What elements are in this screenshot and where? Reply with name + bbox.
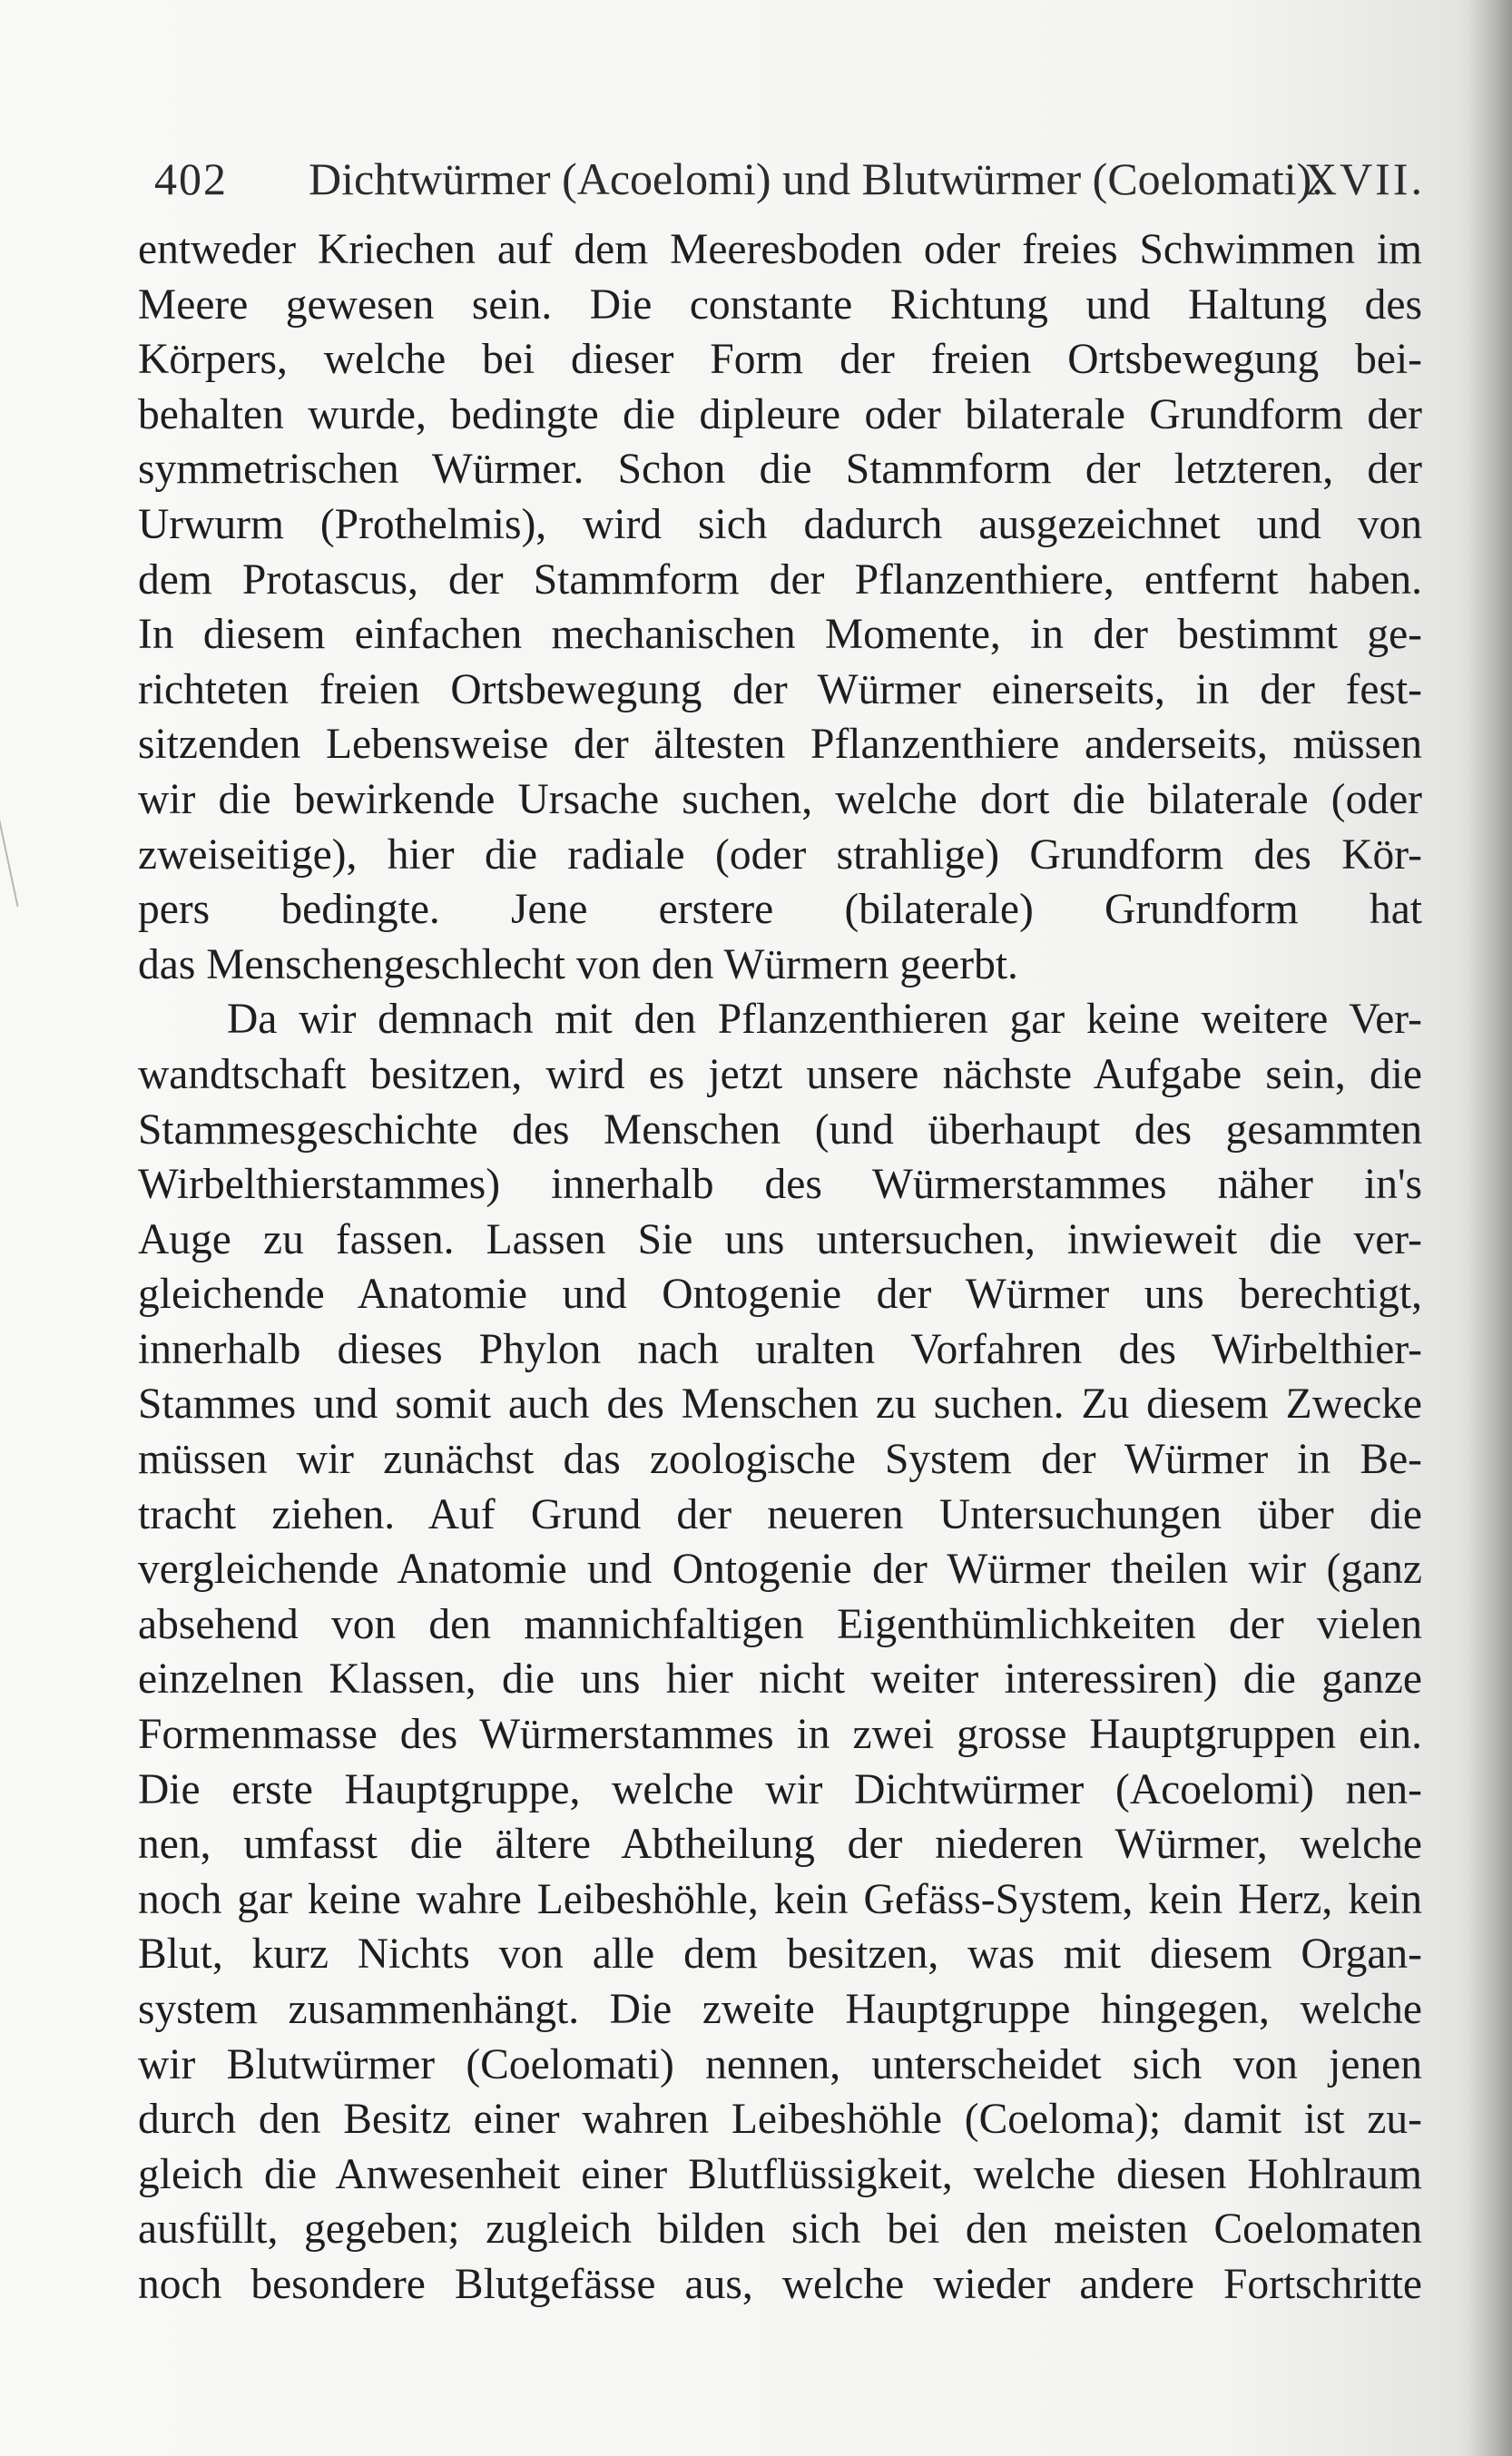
- text-line: system zusammenhängt. Die zweite Hauptgruppe hingegen, welche: [138, 1986, 1422, 2033]
- page-edge-shadow: [1468, 0, 1512, 2456]
- text-line: symmetrischen Würmer. Schon die Stammform der letzteren, der: [138, 446, 1422, 494]
- text-line: Körpers, welche bei dieser Form der freien Ortsbewegung bei-: [138, 336, 1422, 384]
- text-line: gleich die Anwesenheit einer Blutflüssigkeit, welche diesen Hohlraum: [138, 2150, 1422, 2198]
- text-line: dem Protascus, der Stammform der Pflanzenthiere, entfernt haben.: [138, 555, 1422, 604]
- text-line: noch besondere Blutgefässe aus, welche wieder andere Fortschritte: [138, 2260, 1422, 2308]
- text-line: wir Blutwürmer (Coelomati) nennen, unterscheidet sich von jenen: [138, 2040, 1422, 2088]
- text-line: pers bedingte. Jene erstere (bilaterale) Grundform hat: [138, 886, 1422, 934]
- text-line: Da wir demnach mit den Pflanzenthieren gar keine weitere Ver-: [227, 996, 1422, 1044]
- text-line: behalten wurde, bedingte die dipleure oder bilaterale Grundform der: [138, 390, 1422, 438]
- text-line: sitzenden Lebensweise der ältesten Pflanzenthiere anderseits, müssen: [138, 721, 1422, 769]
- text-line: In diesem einfachen mechanischen Momente, in der bestimmt ge-: [138, 611, 1422, 659]
- body-text: [138, 222, 1422, 2313]
- page-number: 402: [154, 153, 228, 204]
- text-line: entweder Kriechen auf dem Meeresboden oder freies Schwimmen im: [138, 226, 1422, 273]
- text-line: wir die bewirkende Ursache suchen, welche dort die bilaterale (oder: [138, 775, 1422, 823]
- text-line: Stammes und somit auch des Menschen zu suchen. Zu diesem Zwecke: [138, 1380, 1422, 1429]
- text-line: Auge zu fassen. Lassen Sie uns untersuchen, inwieweit die ver-: [138, 1215, 1422, 1263]
- running-title: Dichtwürmer (Acoelomi) und Blutwürmer (Coelomati).: [309, 153, 1323, 204]
- text-line: Die erste Hauptgruppe, welche wir Dichtwürmer (Acoelomi) nen-: [138, 1765, 1422, 1813]
- text-line: das Menschengeschlecht von den Würmern geerbt.: [138, 940, 1018, 988]
- text-line: Formenmasse des Würmerstammes in zwei grosse Hauptgruppen ein.: [138, 1711, 1422, 1759]
- page-header: [154, 136, 1425, 209]
- text-line: einzelnen Klassen, die uns hier nicht weiter interessiren) die ganze: [138, 1655, 1422, 1704]
- text-line: ausfüllt, gegeben; zugleich bilden sich bei den meisten Coelomaten: [138, 2205, 1422, 2254]
- scan-margin-mark: [0, 800, 18, 907]
- text-line: Blut, kurz Nichts von alle dem besitzen, was mit diesem Organ-: [138, 1930, 1422, 1979]
- text-line: durch den Besitz einer wahren Leibeshöhle (Coeloma); damit ist zu-: [138, 2096, 1422, 2144]
- text-line: richteten freien Ortsbewegung der Würmer einerseits, in der fest-: [138, 665, 1422, 713]
- text-line: innerhalb dieses Phylon nach uralten Vorfahren des Wirbelthier-: [138, 1325, 1422, 1373]
- chapter-number: XVII.: [1303, 153, 1425, 204]
- text-line: müssen wir zunächst das zoologische System der Würmer in Be-: [138, 1436, 1422, 1484]
- text-line: vergleichende Anatomie und Ontogenie der Würmer theilen wir (ganz: [138, 1546, 1422, 1594]
- text-line: Stammesgeschichte des Menschen (und überhaupt des gesammten: [138, 1105, 1422, 1154]
- text-line: gleichende Anatomie und Ontogenie der Würmer uns berechtigt,: [138, 1271, 1422, 1319]
- text-line: tracht ziehen. Auf Grund der neueren Untersuchungen über die: [138, 1490, 1422, 1538]
- text-line: noch gar keine wahre Leibeshöhle, kein Gefäss-System, kein Herz, kein: [138, 1875, 1422, 1923]
- text-line: Wirbelthierstammes) innerhalb des Würmerstammes näher in's: [138, 1161, 1422, 1209]
- text-line: Urwurm (Prothelmis), wird sich dadurch ausgezeichnet und von: [138, 500, 1422, 548]
- text-line: nen, umfasst die ältere Abtheilung der niederen Würmer, welche: [138, 1821, 1422, 1869]
- text-line: Meere gewesen sein. Die constante Richtung und Haltung des: [138, 280, 1422, 329]
- text-line: wandtschaft besitzen, wird es jetzt unsere nächste Aufgabe sein, die: [138, 1050, 1422, 1098]
- text-line: absehend von den mannichfaltigen Eigenthümlichkeiten der vielen: [138, 1600, 1422, 1648]
- text-line: zweiseitige), hier die radiale (oder strahlige) Grundform des Kör-: [138, 830, 1422, 879]
